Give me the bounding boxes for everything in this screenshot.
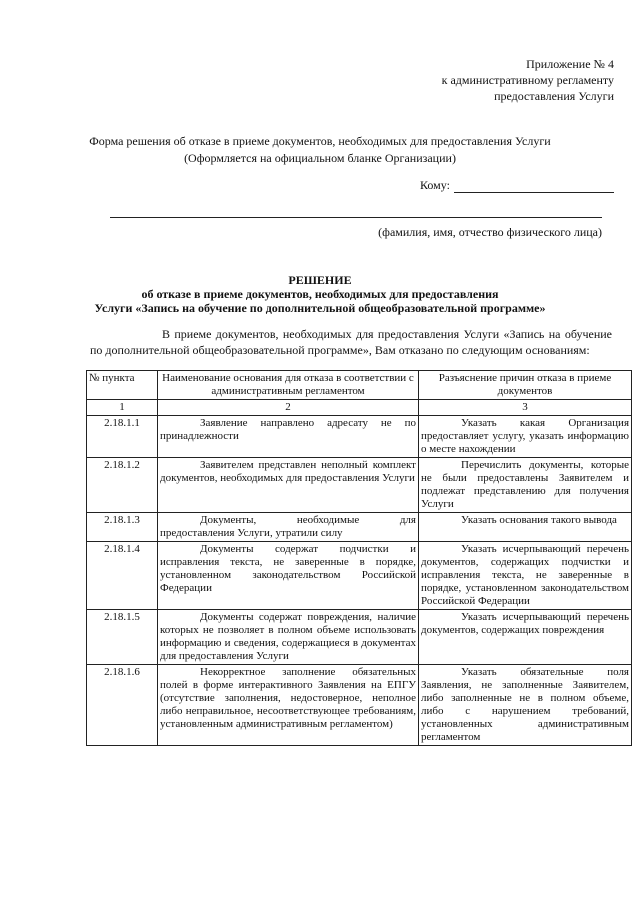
appendix-header xyxy=(442,56,614,104)
appendix-regulation: к административному регламенту xyxy=(441,73,614,87)
header-number: № пункта xyxy=(87,371,158,400)
row-reason: Документы, необходимые для предоставления Услуги, утратили силу xyxy=(158,513,419,542)
row-number: 2.18.1.3 xyxy=(87,513,158,542)
row-reason: Документы содержат повреждения, наличие которых не позволяет в полном объеме использовать информацию и сведения, содержащиеся в документах для предоставления Услуги xyxy=(158,610,419,665)
row-explanation: Указать исчерпывающий перечень документов, содержащих повреждения xyxy=(419,610,632,665)
table-row xyxy=(87,665,632,746)
recipient-label: Кому: xyxy=(420,178,450,192)
decision-heading xyxy=(0,273,640,315)
intro-paragraph xyxy=(90,326,612,358)
numbering-cell: 1 xyxy=(87,400,158,416)
numbering-cell: 2 xyxy=(158,400,419,416)
row-number: 2.18.1.2 xyxy=(87,458,158,513)
table-row xyxy=(87,513,632,542)
header-reason: Наименование основания для отказа в соответствии с административным регламентом xyxy=(158,371,419,400)
table-row xyxy=(87,416,632,458)
row-number: 2.18.1.4 xyxy=(87,542,158,610)
row-number: 2.18.1.5 xyxy=(87,610,158,665)
table-numbering-row xyxy=(87,400,632,416)
appendix-number: Приложение № 4 xyxy=(526,57,614,71)
numbering-cell: 3 xyxy=(419,400,632,416)
row-number: 2.18.1.1 xyxy=(87,416,158,458)
row-explanation: Указать какая Организация предоставляет услугу, указать информацию о месте нахождении xyxy=(419,416,632,458)
table-row xyxy=(87,610,632,665)
row-reason: Заявление направлено адресату не по принадлежности xyxy=(158,416,419,458)
table-header-row xyxy=(87,371,632,400)
refusal-grounds-table xyxy=(86,370,632,746)
decision-subtitle-2: Услуги «Запись на обучение по дополнительной общеобразовательной программе» xyxy=(94,301,546,315)
form-title-line: Форма решения об отказе в приеме документов, необходимых для предоставления Услуги xyxy=(89,134,551,148)
form-title xyxy=(0,133,640,167)
decision-subtitle-1: об отказе в приеме документов, необходимых для предоставления xyxy=(141,287,499,301)
row-explanation: Указать исчерпывающий перечень документов, содержащих подчистки и исправления текста, не заверенные в порядке, установленном законодательством Российской Федерации xyxy=(419,542,632,610)
intro-text: В приеме документов, необходимых для предоставления Услуги «Запись на обучение по дополнительной общеобразовательной программе», Вам отказано по следующим основаниям: xyxy=(90,327,612,357)
table-row xyxy=(87,458,632,513)
row-reason: Заявителем представлен неполный комплект документов, необходимых для предоставления Услуги xyxy=(158,458,419,513)
recipient-blank xyxy=(454,180,614,193)
row-explanation: Перечислить документы, которые не были предоставлены Заявителем и подлежат представлению для получения Услуги xyxy=(419,458,632,513)
recipient-field xyxy=(420,178,614,193)
row-number: 2.18.1.6 xyxy=(87,665,158,746)
header-explanation: Разъяснение причин отказа в приеме документов xyxy=(419,371,632,400)
row-reason: Некорректное заполнение обязательных полей в форме интерактивного Заявления на ЕПГУ (отсутствие заполнения, недостоверное, неполное либо неправильное, несоответствующее требованиям, установленным административным регламентом) xyxy=(158,665,419,746)
fio-caption: (фамилия, имя, отчество физического лица) xyxy=(378,225,602,239)
fio-blank-line xyxy=(110,217,602,218)
row-reason: Документы содержат подчистки и исправления текста, не заверенные в порядке, установленном законодательством Российской Федерации xyxy=(158,542,419,610)
form-title-note: (Оформляется на официальном бланке Организации) xyxy=(184,151,456,165)
row-explanation: Указать основания такого вывода xyxy=(419,513,632,542)
row-explanation: Указать обязательные поля Заявления, не заполненные Заявителем, либо заполненные не в полном объеме, либо с нарушением требований, установленных административным регламентом xyxy=(419,665,632,746)
appendix-service: предоставления Услуги xyxy=(494,89,614,103)
table-row xyxy=(87,542,632,610)
decision-title: РЕШЕНИЕ xyxy=(288,273,352,287)
